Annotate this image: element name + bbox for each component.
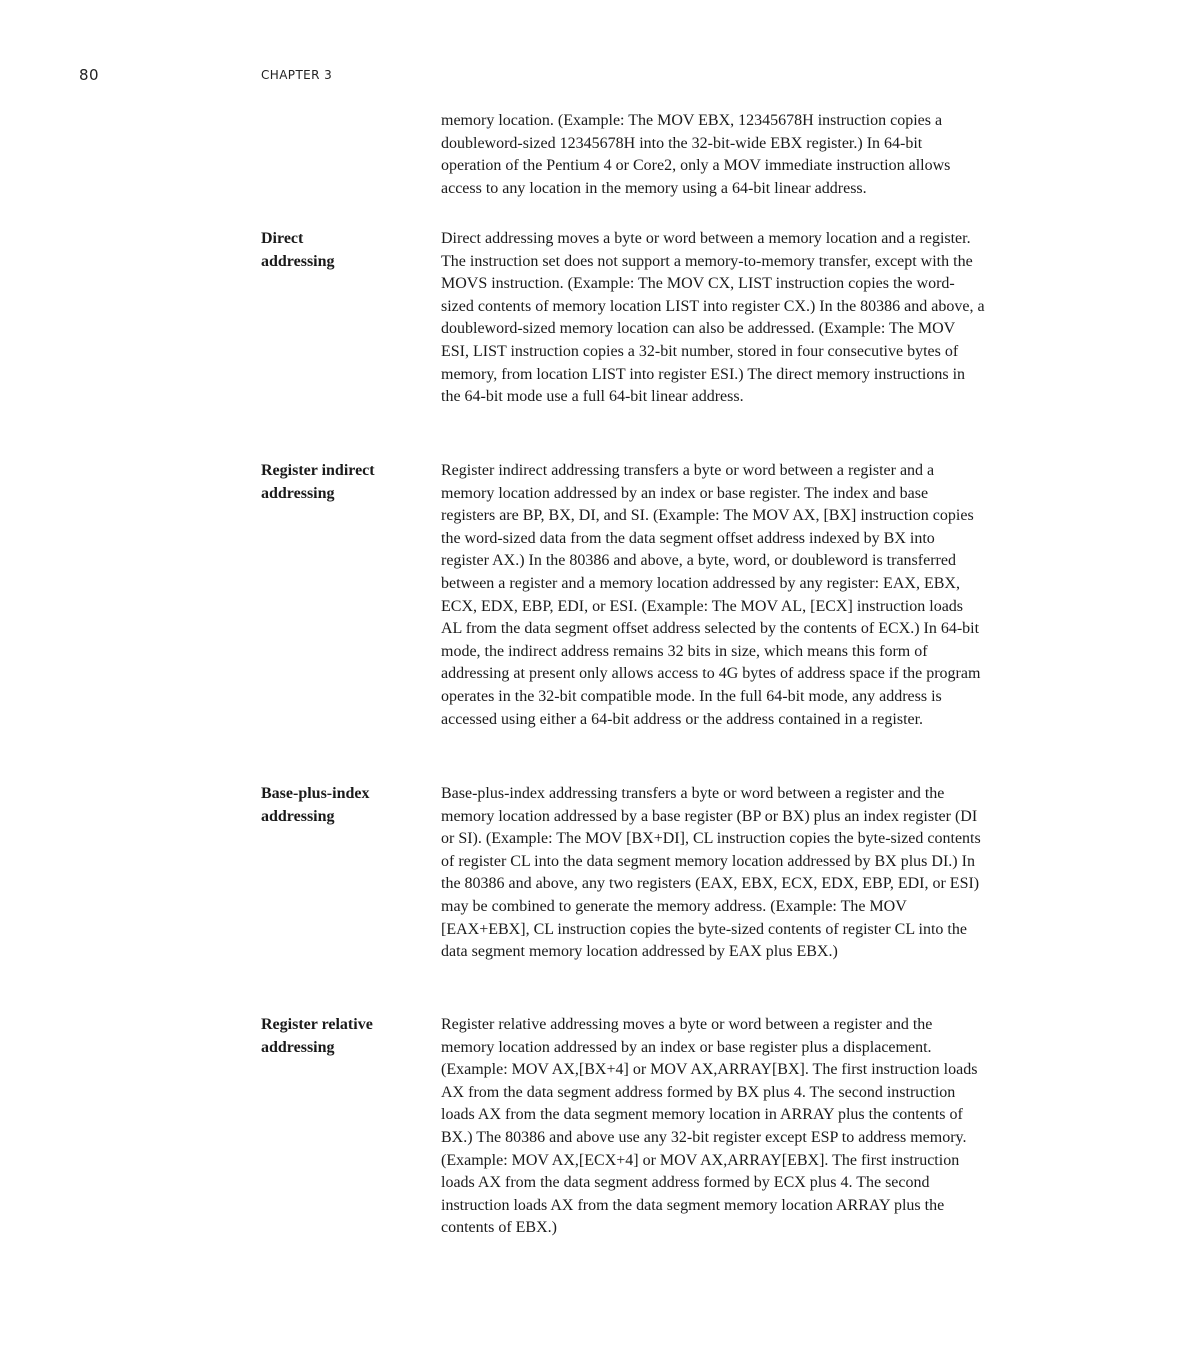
entry-definition <box>441 460 986 731</box>
definition-text: Register relative addressing moves a byte or word between a register and the memory location addressed by an index or base register plus a displacement. (Example: MOV AX,[BX+4] or MOV AX,ARRAY[BX]. The first instruction loads AX from the data segment address formed by BX plus 4. The second instruction loads AX from the data segment memory location in ARRAY plus the contents of BX.) The 80386 and above use any 32-bit register except ESP to address memory. (Example: MOV AX,[ECX+4] or MOV AX,ARRAY[EBX]. The first instruction loads AX from the data segment address formed by ECX plus 4. The second instruction loads AX from the data segment memory location ARRAY plus the contents of EBX.) <box>441 1016 978 1237</box>
page-number: 80 <box>79 66 100 84</box>
continuation-paragraph <box>441 110 986 200</box>
entry-definition <box>441 783 986 964</box>
term-line: Base-plus-index <box>261 785 370 802</box>
entry-term <box>261 783 431 828</box>
entry-definition <box>441 1014 986 1240</box>
term-line: Direct <box>261 230 304 247</box>
definition-text: Direct addressing moves a byte or word between a memory location and a register. The instruction set does not support a memory-to-memory transfer, except with the MOVS instruction. (Example: The MOV CX, LIST instruction copies the word-sized contents of memory location LIST into register CX.) In the 80386 and above, a doubleword-sized memory location can also be addressed. (Example: The MOV ESI, LIST instruction copies a 32-bit number, stored in four consecutive bytes of memory, from location LIST into register ESI.) The direct memory instructions in the 64-bit mode use a full 64-bit linear address. <box>441 230 985 406</box>
term-line: addressing <box>261 252 335 270</box>
entry-term <box>261 1014 431 1059</box>
term-line: Register indirect <box>261 462 375 479</box>
term-line: Register relative <box>261 1016 373 1033</box>
entry-term <box>261 460 431 505</box>
definition-text: Register indirect addressing transfers a byte or word between a register and a memory location addressed by an index or base register. The index and base registers are BP, BX, DI, and SI. (Example: The MOV AX, [BX] instruction copies the word-sized data from the data segment offset address indexed by BX into register AX.) In the 80386 and above, a byte, word, or doubleword is transferred between a register and a memory location addressed by any register: EAX, EBX, ECX, EDX, EBP, EDI, or ESI. (Example: The MOV AL, [ECX] instruction loads AL from the data segment offset address selected by the contents of ECX.) In 64-bit mode, the indirect address remains 32 bits in size, which means this form of addressing at present only allows access to 4G bytes of address space if the program operates in the 32-bit compatible mode. In the full 64-bit mode, any address is accessed using either a 64-bit address or the address contained in a register. <box>441 462 981 728</box>
continuation-text: memory location. (Example: The MOV EBX, 12345678H instruction copies a doubleword-sized 12345678H into the 32-bit-wide EBX register.) In 64-bit operation of the Pentium 4 or Core2, only a MOV immediate instruction allows access to any location in the memory using a 64-bit linear address. <box>441 112 951 197</box>
term-line: addressing <box>261 807 335 825</box>
term-line: addressing <box>261 1038 335 1056</box>
term-line: addressing <box>261 484 335 502</box>
chapter-label: CHAPTER 3 <box>261 68 333 82</box>
definition-text: Base-plus-index addressing transfers a byte or word between a register and the memory location addressed by a base register (BP or BX) plus an index register (DI or SI). (Example: The MOV [BX+DI], CL instruction copies the byte-sized contents of register CL into the data segment memory location addressed by BX plus DI.) In the 80386 and above, any two registers (EAX, EBX, ECX, EDX, EBP, EDI, or ESI) may be combined to generate the memory address. (Example: The MOV [EAX+EBX], CL instruction copies the byte-sized contents of register CL into the data segment memory location addressed by EAX plus EBX.) <box>441 785 981 961</box>
entry-definition <box>441 228 986 409</box>
entry-term <box>261 228 431 273</box>
